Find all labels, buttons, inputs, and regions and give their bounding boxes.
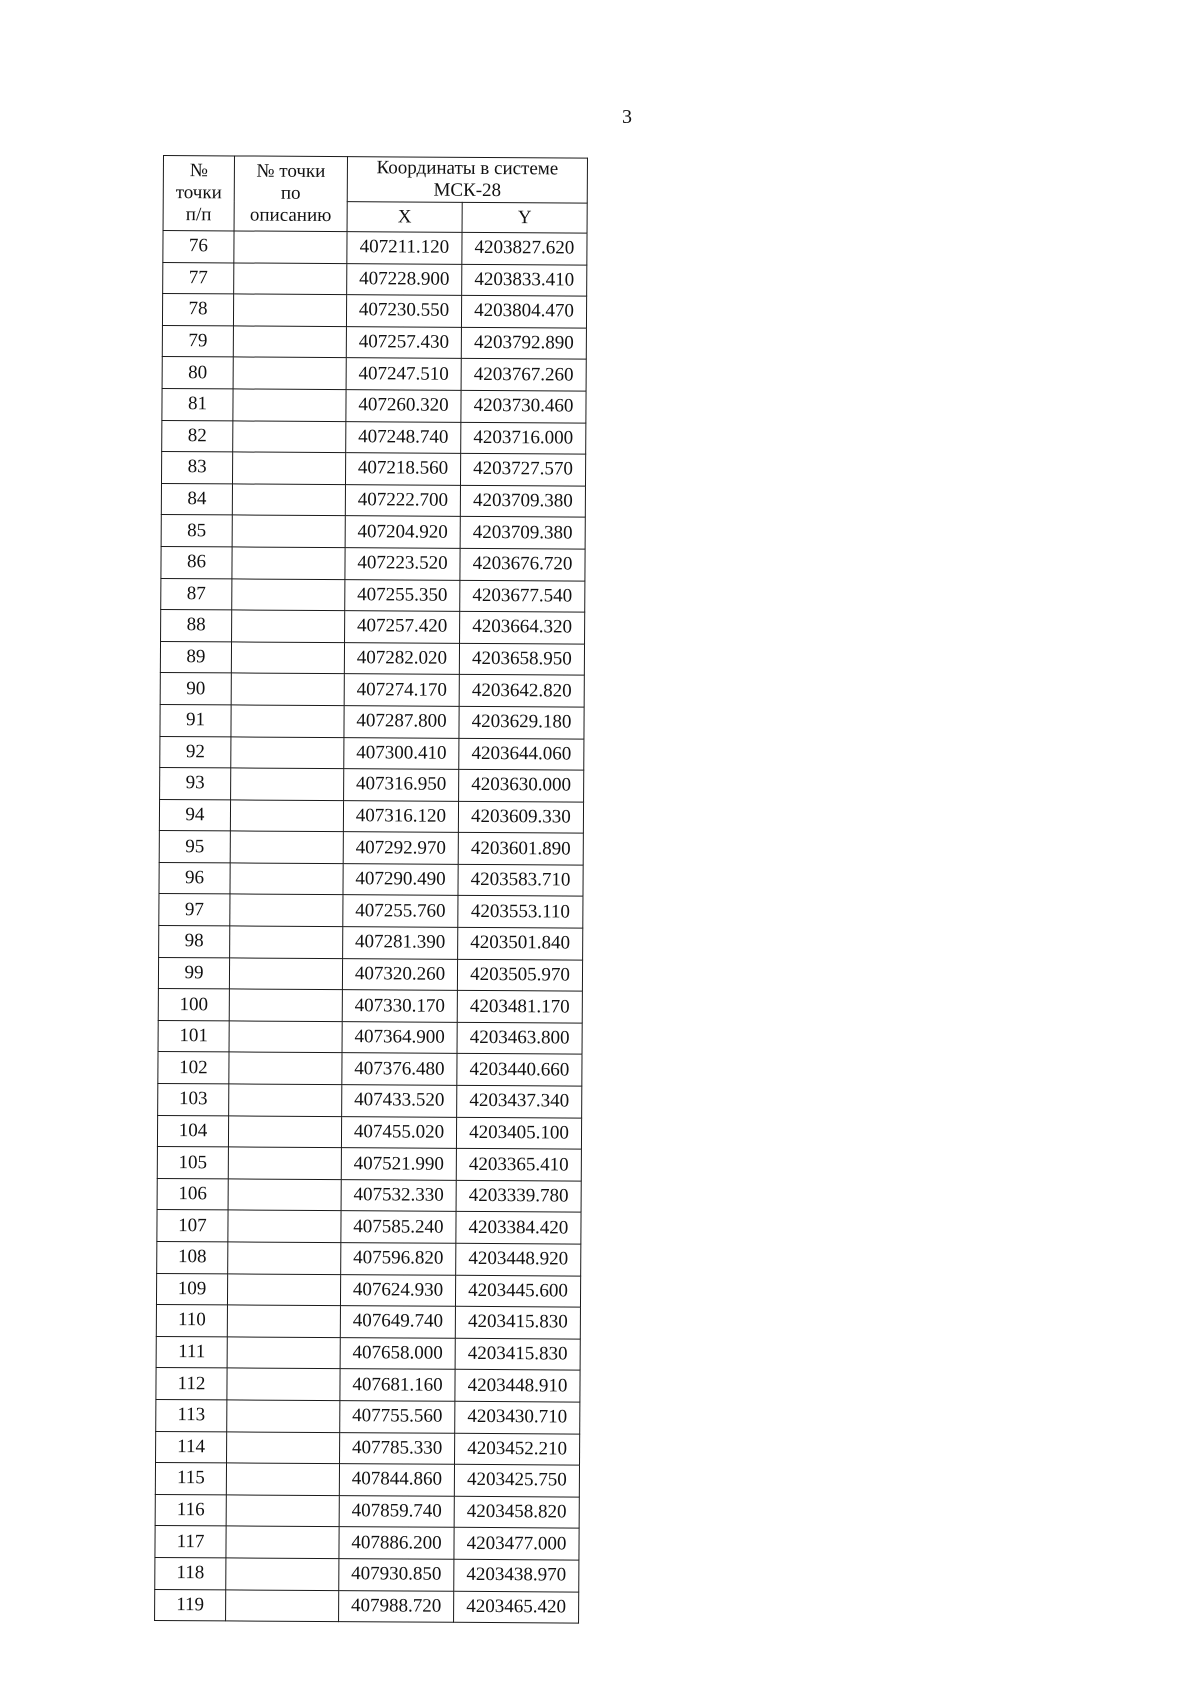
header-point-number-line: точки	[175, 182, 222, 204]
y-coordinate-cell: 4203448.920	[456, 1243, 581, 1275]
point-number-cell: 88	[161, 610, 232, 642]
description-cell	[228, 1242, 341, 1274]
x-coordinate-cell: 407248.740	[346, 421, 461, 453]
y-coordinate-cell: 4203792.890	[461, 327, 586, 359]
table-row	[160, 704, 584, 738]
x-coordinate-cell: 407658.000	[340, 1337, 455, 1369]
header-description-point	[234, 156, 347, 232]
point-number-cell: 112	[156, 1368, 227, 1400]
table-row	[161, 610, 585, 644]
table-row	[162, 388, 586, 422]
table-row	[157, 1178, 581, 1212]
x-coordinate-cell: 407886.200	[339, 1527, 454, 1559]
x-coordinate-cell: 407532.330	[341, 1179, 456, 1211]
y-coordinate-cell: 4203730.460	[461, 390, 586, 422]
x-coordinate-cell: 407222.700	[345, 484, 460, 516]
table-row	[159, 862, 583, 896]
y-coordinate-cell: 4203658.950	[459, 643, 584, 675]
description-cell	[229, 1021, 342, 1053]
header-description-line: по	[280, 182, 301, 204]
y-coordinate-cell: 4203629.180	[459, 706, 584, 738]
y-coordinate-cell: 4203505.970	[457, 959, 582, 991]
header-point-number-line: п/п	[185, 204, 212, 226]
x-coordinate-cell: 407649.740	[340, 1306, 455, 1338]
point-number-cell: 82	[162, 420, 233, 452]
point-number-cell: 93	[160, 768, 231, 800]
table-row	[160, 673, 584, 707]
table-row	[155, 1526, 579, 1560]
table-header	[163, 156, 587, 234]
table-row	[155, 1589, 579, 1623]
description-cell	[226, 1526, 339, 1558]
point-number-cell: 90	[160, 673, 231, 705]
table-row	[163, 231, 587, 265]
description-cell	[229, 1084, 342, 1116]
x-coordinate-cell: 407930.850	[339, 1559, 454, 1591]
page-number: 3	[622, 106, 632, 128]
y-coordinate-cell: 4203833.410	[462, 264, 587, 296]
table-row	[159, 894, 583, 928]
table-row	[156, 1336, 580, 1370]
description-cell	[232, 452, 345, 484]
point-number-cell: 94	[159, 799, 230, 831]
table-row	[158, 957, 582, 991]
x-coordinate-cell: 407274.170	[344, 674, 459, 706]
point-number-cell: 101	[158, 1020, 229, 1052]
y-coordinate-cell: 4203405.100	[456, 1117, 581, 1149]
description-cell	[231, 736, 344, 768]
y-coordinate-cell: 4203430.710	[455, 1401, 580, 1433]
point-number-cell: 76	[163, 231, 234, 263]
table-row	[155, 1463, 579, 1497]
y-coordinate-cell: 4203677.540	[460, 580, 585, 612]
header-point-number-line: №	[189, 160, 209, 182]
x-coordinate-cell: 407211.120	[347, 232, 462, 264]
description-cell	[232, 515, 345, 547]
table-row	[157, 1115, 581, 1149]
description-cell	[227, 1305, 340, 1337]
x-coordinate-cell: 407257.420	[345, 611, 460, 643]
header-coordinate-line: МСК-28	[433, 179, 502, 202]
point-number-cell: 80	[162, 357, 233, 389]
table-row	[162, 294, 586, 328]
x-coordinate-cell: 407282.020	[344, 642, 459, 674]
x-coordinate-cell: 407281.390	[343, 927, 458, 959]
description-cell	[232, 547, 345, 579]
table-row	[156, 1368, 580, 1402]
description-cell	[228, 1179, 341, 1211]
y-coordinate-cell: 4203644.060	[459, 738, 584, 770]
description-cell	[227, 1400, 340, 1432]
x-coordinate-cell: 407223.520	[345, 548, 460, 580]
point-number-cell: 100	[158, 989, 229, 1021]
point-number-cell: 114	[156, 1431, 227, 1463]
table-row	[160, 736, 584, 770]
y-coordinate-cell: 4203727.570	[460, 453, 585, 485]
x-coordinate-cell: 407755.560	[340, 1401, 455, 1433]
y-coordinate-cell: 4203630.000	[459, 769, 584, 801]
y-coordinate-cell: 4203437.340	[457, 1085, 582, 1117]
x-coordinate-cell: 407433.520	[342, 1085, 457, 1117]
point-number-cell: 97	[159, 894, 230, 926]
x-coordinate-cell: 407287.800	[344, 706, 459, 738]
x-coordinate-cell: 407455.020	[341, 1116, 456, 1148]
x-coordinate-cell: 407596.820	[341, 1243, 456, 1275]
point-number-cell: 99	[158, 957, 229, 989]
y-coordinate-cell: 4203384.420	[456, 1212, 581, 1244]
description-cell	[233, 326, 346, 358]
point-number-cell: 78	[162, 294, 233, 326]
point-number-cell: 110	[156, 1305, 227, 1337]
point-number-cell: 119	[155, 1589, 226, 1621]
description-cell	[227, 1337, 340, 1369]
x-coordinate-cell: 407260.320	[346, 390, 461, 422]
y-coordinate-cell: 4203415.830	[455, 1306, 580, 1338]
header-coordinate-system	[347, 157, 587, 203]
table-row	[155, 1494, 579, 1528]
description-cell	[231, 642, 344, 674]
point-number-cell: 111	[156, 1336, 227, 1368]
point-number-cell: 98	[159, 926, 230, 958]
description-cell	[230, 926, 343, 958]
y-coordinate-cell: 4203609.330	[458, 801, 583, 833]
point-number-cell: 86	[161, 546, 232, 578]
table-row	[158, 1052, 582, 1086]
y-coordinate-cell: 4203553.110	[458, 896, 583, 928]
description-cell	[233, 389, 346, 421]
description-cell	[231, 768, 344, 800]
x-coordinate-cell: 407300.410	[344, 737, 459, 769]
x-coordinate-cell: 407988.720	[339, 1590, 454, 1622]
point-number-cell: 115	[155, 1463, 226, 1495]
description-cell	[231, 673, 344, 705]
x-coordinate-cell: 407255.350	[345, 579, 460, 611]
point-number-cell: 107	[157, 1210, 228, 1242]
point-number-cell: 79	[162, 325, 233, 357]
table-row	[161, 546, 585, 580]
x-coordinate-cell: 407859.740	[339, 1495, 454, 1527]
x-coordinate-cell: 407316.120	[343, 800, 458, 832]
description-cell	[234, 263, 347, 295]
x-coordinate-cell: 407330.170	[342, 990, 457, 1022]
y-coordinate-cell: 4203445.600	[455, 1275, 580, 1307]
x-coordinate-cell: 407257.430	[346, 326, 461, 358]
description-cell	[230, 800, 343, 832]
point-number-cell: 95	[159, 831, 230, 863]
header-description-line: № точки	[256, 160, 326, 182]
description-cell	[229, 958, 342, 990]
y-coordinate-cell: 4203664.320	[460, 611, 585, 643]
table-row	[161, 452, 585, 486]
description-cell	[228, 1116, 341, 1148]
point-number-cell: 106	[157, 1178, 228, 1210]
x-coordinate-cell: 407376.480	[342, 1053, 457, 1085]
x-coordinate-cell: 407624.930	[340, 1274, 455, 1306]
y-coordinate-cell: 4203452.210	[455, 1433, 580, 1465]
table-row	[163, 262, 587, 296]
y-coordinate-cell: 4203642.820	[459, 675, 584, 707]
table-row	[161, 578, 585, 612]
y-coordinate-cell: 4203501.840	[458, 927, 583, 959]
y-coordinate-cell: 4203676.720	[460, 548, 585, 580]
description-cell	[231, 705, 344, 737]
point-number-cell: 105	[157, 1147, 228, 1179]
table-row	[162, 325, 586, 359]
description-cell	[228, 1147, 341, 1179]
description-cell	[226, 1495, 339, 1527]
table-row	[158, 1020, 582, 1054]
y-coordinate-cell: 4203339.780	[456, 1180, 581, 1212]
description-cell	[233, 294, 346, 326]
description-cell	[227, 1368, 340, 1400]
table-row	[155, 1557, 579, 1591]
table-row	[159, 799, 583, 833]
y-coordinate-cell: 4203709.380	[460, 485, 585, 517]
point-number-cell: 108	[157, 1241, 228, 1273]
table-row	[159, 926, 583, 960]
description-cell	[227, 1431, 340, 1463]
point-number-cell: 104	[157, 1115, 228, 1147]
coordinates-table	[154, 155, 588, 1624]
description-cell	[233, 420, 346, 452]
table-row	[157, 1241, 581, 1275]
x-coordinate-cell: 407204.920	[345, 516, 460, 548]
point-number-cell: 81	[162, 388, 233, 420]
table-row	[157, 1147, 581, 1181]
description-cell	[226, 1589, 339, 1621]
y-coordinate-cell: 4203465.420	[454, 1591, 579, 1623]
y-coordinate-cell: 4203601.890	[458, 833, 583, 865]
y-coordinate-cell: 4203583.710	[458, 864, 583, 896]
description-cell	[232, 610, 345, 642]
header-coordinate-line: Координаты в системе	[376, 157, 559, 180]
y-coordinate-cell: 4203804.470	[461, 296, 586, 328]
y-coordinate-cell: 4203438.970	[454, 1559, 579, 1591]
y-coordinate-cell: 4203477.000	[454, 1528, 579, 1560]
description-cell	[230, 863, 343, 895]
description-cell	[228, 1210, 341, 1242]
header-y: Y	[462, 202, 587, 233]
y-coordinate-cell: 4203448.910	[455, 1370, 580, 1402]
x-coordinate-cell: 407320.260	[342, 958, 457, 990]
y-coordinate-cell: 4203425.750	[454, 1464, 579, 1496]
point-number-cell: 116	[155, 1494, 226, 1526]
point-number-cell: 113	[156, 1399, 227, 1431]
table-row	[157, 1210, 581, 1244]
table-row	[159, 831, 583, 865]
y-coordinate-cell: 4203827.620	[462, 232, 587, 264]
y-coordinate-cell: 4203458.820	[454, 1496, 579, 1528]
description-cell	[233, 357, 346, 389]
table-row	[161, 483, 585, 517]
point-number-cell: 96	[159, 862, 230, 894]
x-coordinate-cell: 407228.900	[347, 263, 462, 295]
table-row	[156, 1431, 580, 1465]
x-coordinate-cell: 407290.490	[343, 863, 458, 895]
point-number-cell: 84	[161, 483, 232, 515]
description-cell	[226, 1558, 339, 1590]
description-cell	[227, 1274, 340, 1306]
description-cell	[234, 231, 347, 263]
point-number-cell: 89	[160, 641, 231, 673]
x-coordinate-cell: 407364.900	[342, 1021, 457, 1053]
x-coordinate-cell: 407585.240	[341, 1211, 456, 1243]
y-coordinate-cell: 4203709.380	[460, 517, 585, 549]
table-row	[161, 515, 585, 549]
x-coordinate-cell: 407247.510	[346, 358, 461, 390]
point-number-cell: 109	[156, 1273, 227, 1305]
x-coordinate-cell: 407255.760	[343, 895, 458, 927]
point-number-cell: 102	[158, 1052, 229, 1084]
x-coordinate-cell: 407681.160	[340, 1369, 455, 1401]
table-row	[162, 420, 586, 454]
table-row	[156, 1305, 580, 1339]
description-cell	[229, 989, 342, 1021]
point-number-cell: 92	[160, 736, 231, 768]
x-coordinate-cell: 407292.970	[343, 832, 458, 864]
header-point-number	[163, 156, 234, 231]
header-description-line: описанию	[249, 204, 332, 227]
description-cell	[229, 1052, 342, 1084]
table-body	[155, 231, 587, 1624]
point-number-cell: 117	[155, 1526, 226, 1558]
y-coordinate-cell: 4203365.410	[456, 1149, 581, 1181]
table-row	[158, 989, 582, 1023]
table-row	[160, 641, 584, 675]
y-coordinate-cell: 4203716.000	[461, 422, 586, 454]
y-coordinate-cell: 4203767.260	[461, 359, 586, 391]
point-number-cell: 91	[160, 704, 231, 736]
point-number-cell: 87	[161, 578, 232, 610]
table-row	[158, 1084, 582, 1118]
description-cell	[230, 831, 343, 863]
x-coordinate-cell: 407521.990	[341, 1148, 456, 1180]
x-coordinate-cell: 407218.560	[345, 453, 460, 485]
point-number-cell: 118	[155, 1557, 226, 1589]
point-number-cell: 83	[161, 452, 232, 484]
description-cell	[232, 484, 345, 516]
point-number-cell: 85	[161, 515, 232, 547]
y-coordinate-cell: 4203440.660	[457, 1054, 582, 1086]
table-row	[156, 1273, 580, 1307]
y-coordinate-cell: 4203463.800	[457, 1022, 582, 1054]
point-number-cell: 103	[158, 1084, 229, 1116]
x-coordinate-cell: 407785.330	[340, 1432, 455, 1464]
header-x: X	[347, 202, 462, 233]
table-row	[156, 1399, 580, 1433]
table-row	[160, 768, 584, 802]
x-coordinate-cell: 407316.950	[344, 769, 459, 801]
table-row	[162, 357, 586, 391]
description-cell	[226, 1463, 339, 1495]
x-coordinate-cell: 407844.860	[339, 1464, 454, 1496]
x-coordinate-cell: 407230.550	[346, 295, 461, 327]
y-coordinate-cell: 4203481.170	[457, 991, 582, 1023]
description-cell	[232, 578, 345, 610]
description-cell	[230, 894, 343, 926]
y-coordinate-cell: 4203415.830	[455, 1338, 580, 1370]
point-number-cell: 77	[163, 262, 234, 294]
